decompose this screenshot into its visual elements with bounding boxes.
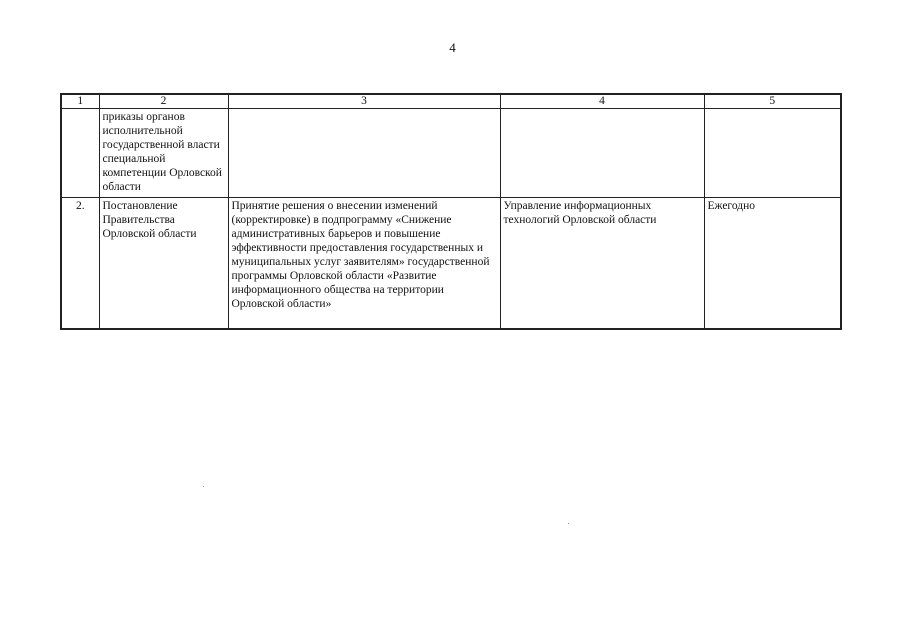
action-cell	[228, 109, 500, 198]
column-header-1: 1	[61, 94, 99, 109]
row-number-cell: 2.	[61, 198, 99, 329]
responsible-cell: Управление информационных технологий Орловской области	[500, 198, 704, 329]
measures-table	[60, 93, 842, 330]
page-number: 4	[449, 40, 456, 55]
table-row	[61, 109, 841, 198]
row-number-cell	[61, 109, 99, 198]
period-cell: Ежегодно	[704, 198, 841, 329]
action-cell: Принятие решения о внесении изменений (корректировке) в подпрограмму «Снижение административных барьеров и повышение эффективности предоставления государственных и муниципальных услуг заявителям» государственной программы Орловской области «Развитие информационного общества на территории Орловской области»	[228, 198, 500, 329]
column-header-3: 3	[228, 94, 500, 109]
column-header-4: 4	[500, 94, 704, 109]
table-row	[61, 198, 841, 329]
table-header-row	[61, 94, 841, 109]
period-cell	[704, 109, 841, 198]
scan-speck	[203, 486, 204, 487]
column-header-5: 5	[704, 94, 841, 109]
document-cell: приказы органов исполнительной государственной власти специальной компетенции Орловской области	[99, 109, 228, 198]
responsible-cell	[500, 109, 704, 198]
document-cell: Постановление Правительства Орловской области	[99, 198, 228, 329]
scan-speck	[568, 523, 569, 524]
column-header-2: 2	[99, 94, 228, 109]
